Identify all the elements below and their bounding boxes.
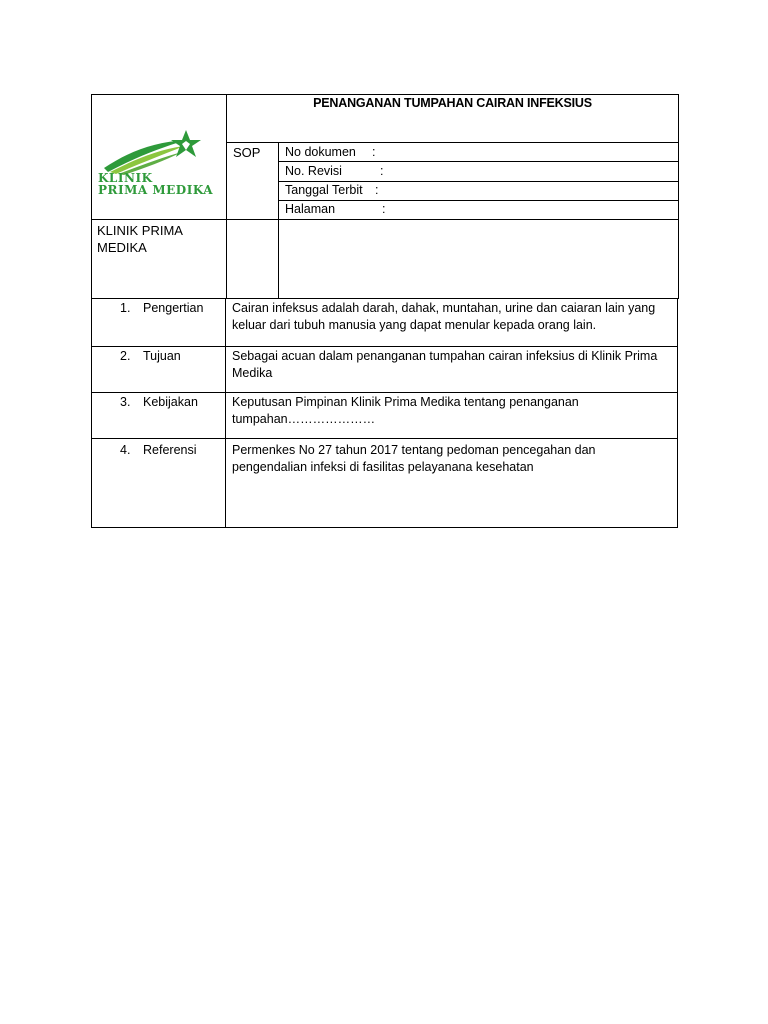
clinic-logo <box>98 128 218 200</box>
field-halaman <box>285 202 675 218</box>
section-content: Permenkes No 27 tahun 2017 tentang pedoman pencegahan dan pengendalian infeksi di fasilitas pelayanana kesehatan <box>232 443 599 474</box>
field-no-dokumen <box>285 145 675 161</box>
field-label: Halaman <box>285 202 336 216</box>
section-content: Keputusan Pimpinan Klinik Prima Medika tentang penanganan tumpahan………………… <box>232 395 583 426</box>
clinic-name: KLINIK PRIMA MEDIKA <box>97 223 183 255</box>
section-number: 4. <box>120 443 131 457</box>
section-row <box>91 346 678 392</box>
section-content: Sebagai acuan dalam penanganan tumpahan cairan infeksius di Klinik Prima Medika <box>232 349 661 380</box>
header-divider-title <box>226 142 679 143</box>
field-row-line <box>226 219 679 220</box>
document-title: PENANGANAN TUMPAHAN CAIRAN INFEKSIUS <box>313 96 592 110</box>
field-row-line <box>278 181 679 182</box>
section-label: Referensi <box>143 443 197 457</box>
field-row-line <box>278 200 679 201</box>
section-content: Cairan infeksus adalah darah, dahak, muntahan, urine dan caiaran lain yang keluar dari tubuh manusia yang dapat menular kepada orang lain. <box>232 301 659 332</box>
section-number: 3. <box>120 395 131 409</box>
field-separator: : <box>382 202 386 216</box>
sop-label: SOP <box>233 145 261 160</box>
logo-text-name: PRIMA MEDIKA <box>98 183 214 197</box>
field-row-line <box>278 161 679 162</box>
section-number: 1. <box>120 301 131 315</box>
section-number: 2. <box>120 349 131 363</box>
star-swoosh-icon <box>98 128 218 176</box>
field-label: Tanggal Terbit <box>285 183 363 197</box>
field-separator: : <box>380 164 384 178</box>
field-label: No. Revisi <box>285 164 342 178</box>
section-label: Tujuan <box>143 349 181 363</box>
header-divider-sop <box>278 142 279 299</box>
field-label: No dokumen <box>285 145 356 159</box>
section-row <box>91 298 678 346</box>
logo-text-klinik: KLINIK <box>98 171 153 185</box>
section-row <box>91 438 678 528</box>
section-row <box>91 392 678 438</box>
field-separator: : <box>372 145 376 159</box>
header-divider-vertical <box>226 94 227 299</box>
field-separator: : <box>375 183 379 197</box>
section-label: Kebijakan <box>143 395 198 409</box>
field-no-revisi <box>285 164 675 180</box>
section-label: Pengertian <box>143 301 204 315</box>
header-divider-logo <box>91 219 227 220</box>
field-tanggal-terbit <box>285 183 675 199</box>
